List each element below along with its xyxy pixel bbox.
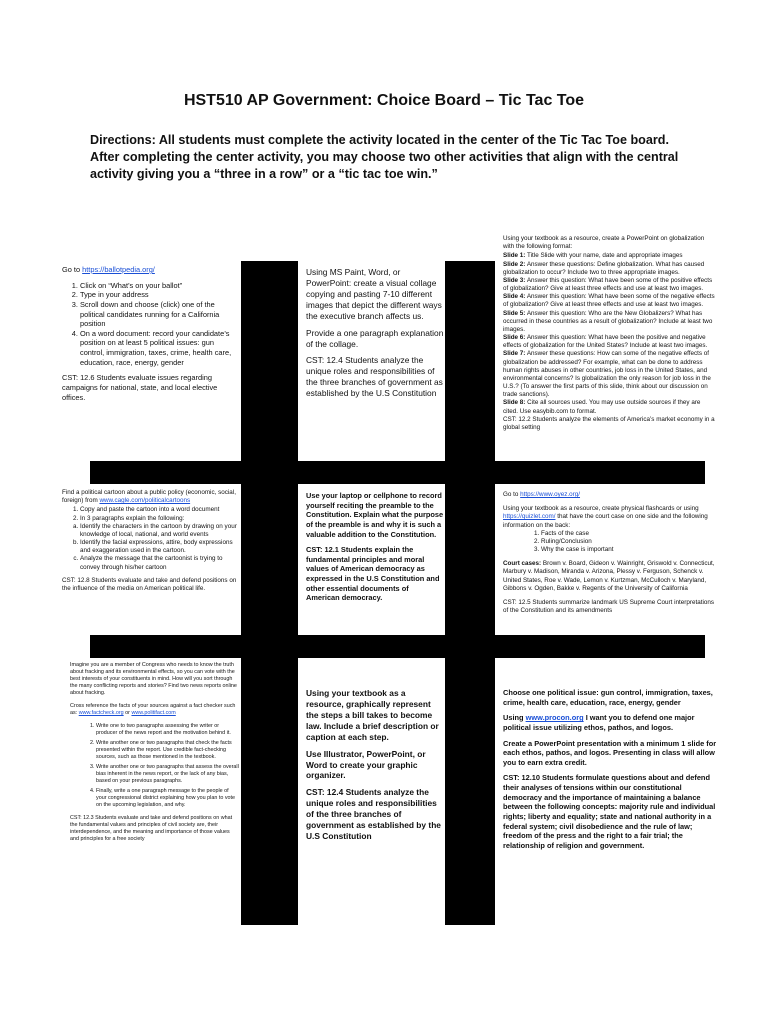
cell-ballotpedia [62, 265, 240, 459]
court-cases: Brown v. Board, Gideon v. Wainright, Griswold v. Connecticut, Marbury v. Madison, Miranda v. Arizona, Plessy v. Ferguson, Schenck v. United States, Roe v. Wade, Lemon v. Kurtzman, McCulloch v. Maryland, Gibbons v. Ogden, Bakke v. Regents of the University of California [503, 560, 715, 592]
activity-text: Using your textbook as a resource, graphically represent the steps a bill takes to become law. Include a brief description or caption at each step. [306, 688, 439, 742]
list-item: 4. On a word document: record your candidate’s position on at least 5 political issues: gun control, immigration, taxes, crime, health care, education, race, energy, gender [80, 329, 240, 368]
slide-item: Slide 8: Cite all sources used. You may use outside sources if they are cited. Use easybib.com to format. [503, 399, 701, 415]
slide-item: Slide 3: Answer this question: What have been some of the positive effects of globalization? Give at least three effects and use at least two images. [503, 276, 713, 293]
activity-text: Use your laptop or cellphone to record yourself reciting the preamble to the Constitution. Explain what the purpose of the preamble is and why it is such a valuable addition to the Constitution. [306, 491, 444, 539]
list-item: 2. Type in your address [80, 290, 240, 300]
slide-item: Slide 1: Title Slide with your name, date and appropriate images [503, 252, 683, 260]
using-label: Using [503, 713, 524, 723]
procon-link[interactable]: www.procon.org [525, 713, 584, 723]
activity-text: Using your textbook as a resource, create physical flashcards or using [503, 505, 699, 513]
politifact-link[interactable]: www.politifact.com [131, 710, 176, 717]
cst-standard: CST: 12.10 Students formulate questions about and defend their analyses of tensions within our constitutional democracy and the importance of maintaining a balance between the following concepts: majority rule and individual rights; liberty and equality; state and national authority in a federal system; civil disobedience and the rule of law; freedom of the press and the right to a fair trial; the relationship of religion and government. [503, 773, 716, 850]
activity-intro: Find a political cartoon about a public policy (economic, social, foreign) from [62, 489, 236, 505]
list-item: 2. Ruling/Conclusion [541, 538, 717, 546]
activity-text: Cross reference the facts of your sources against a fact checker such as: [70, 703, 236, 717]
cst-standard: CST: 12.5 Students summarize landmark US Supreme Court interpretations of the Constitution and its amendments [503, 598, 715, 615]
horizontal-bar-bottom [90, 635, 705, 658]
list-item: 1. Click on “What’s on your ballot” [80, 281, 240, 291]
slide-item: Slide 6: Answer this question: What have been the positive and negative effects of globalization for the United States? Include at least two images. [503, 334, 708, 350]
directions-text: All students must complete the activity located in the center of the Tic Tac Toe board. After completing the center activity, you may choose two other activities that align with the central activity giving you a “three in a row” or a “tic tac toe win.” [90, 133, 679, 181]
cst-standard: CST: 12.3 Students evaluate and take and defend positions on what the fundamental values and principles of civil society are, their interdependence, and the meaning and importance of those values and principles for a free society [70, 815, 233, 843]
directions [90, 132, 690, 183]
activity-intro: Imagine you are a member of Congress who needs to know the truth about fracking and its environmental effects, so you can vote with the best interests of your constituents in mind. How will you sort through the many conflicting reports and stories? Find two news reports online about fracking. [70, 662, 237, 697]
quizlet-link[interactable]: https://quizlet.com/ [503, 513, 556, 521]
slide-item: Slide 7: Answer these questions: How can some of the negative effects of globalization be addressed? For example, what can be done to address human rights abuses in other countries, job loss in the United States, and environmental concerns? Is globalization the only reason for job loss in the U.S.? (To answer the first parts of this slide, think about our discussion on trade sanctions). [503, 350, 711, 399]
go-to-label: Go to [62, 265, 81, 274]
cell-globalization-powerpoint [503, 235, 717, 459]
page-title: HST510 AP Government: Choice Board – Tic Tac Toe [183, 92, 585, 109]
ballotpedia-link[interactable]: https://ballotpedia.org/ [82, 265, 155, 274]
slide-item: Slide 4: Answer this question: What have been some of the negative effects of globalization? Give at least three effects and use at least two images. [503, 293, 715, 309]
list-item: b. Identify the facial expressions, attire, body expressions and exaggeration used in the cartoon. [80, 539, 240, 555]
horizontal-bar-top [90, 461, 705, 484]
or-text: or [125, 710, 130, 717]
factcheck-link[interactable]: www.factcheck.org [78, 710, 124, 717]
activity-text: Create a PowerPoint presentation with a minimum 1 slide for each ethos, pathos, and logos. Presenting in class will allow you to earn extra credit. [503, 738, 717, 767]
court-cases-label: Court cases: [503, 560, 542, 568]
cell-supreme-court-flashcards [503, 491, 717, 633]
cell-political-cartoon [62, 489, 240, 633]
list-item: 1. Write one to two paragraphs assessing the writer or producer of the news report and the motivation behind it. [96, 723, 240, 737]
activity-text: that have the court case on one side and the following information on the back: [503, 513, 708, 529]
list-item: 2. In 3 paragraphs explain the following: [80, 515, 240, 523]
list-item: 1. Facts of the case [541, 530, 717, 538]
list-item: 2. Write another one or two paragraphs that check the facts presented within the report. Use credible fact-checking sources, such as those mentioned in the textbook. [96, 740, 240, 761]
cagle-link[interactable]: www.cagle.com/politicalcartoons [99, 497, 191, 505]
cell-political-issue-defense [503, 688, 717, 922]
slide-item: Slide 2: Answer these questions: Define globalization. What has caused globalization to occur? Include two to three appropriate images. [503, 260, 705, 276]
activity-text: I want you to defend one major political issue utilizing ethos, pathos, and logos. [503, 713, 695, 732]
list-item: a. Identify the characters in the cartoon by drawing on your knowledge of local, national, and world events [80, 523, 240, 539]
activity-text: Provide a one paragraph explanation of the collage. [306, 327, 444, 349]
go-to-label: Go to [503, 491, 519, 498]
list-item: 3. Scroll down and choose (click) one of the political candidates running for a California position [80, 300, 240, 329]
activity-intro: Using your textbook as a resource, create a PowerPoint on globalization with the following format: [503, 235, 705, 251]
cell-preamble-recording [306, 491, 444, 633]
list-item: 4. Finally, write a one paragraph message to the people of your congressional district explaining how you plan to vote on the upcoming legislation, and why. [96, 788, 240, 809]
cst-standard: CST: 12.4 Students analyze the unique roles and responsibilities of the three branches of government as established by the U.S Constitution [306, 355, 443, 399]
cell-bill-to-law [306, 688, 444, 922]
list-item: 3. Write another one or two paragraphs that assess the overall bias inherent in the news report, or the lack of any bias, based on your previous paragraphs. [96, 764, 240, 785]
activity-text: Using MS Paint, Word, or PowerPoint: create a visual collage copying and pasting 7-10 different images that depict the different ways the executive branch affects us. [306, 267, 442, 321]
oyez-link[interactable]: https://www.oyez.org/ [520, 491, 581, 498]
vertical-bar-right [445, 261, 495, 925]
directions-label: Directions: [90, 133, 156, 147]
list-item: c. Analyze the message that the cartoonist is trying to convey through his/her cartoon [80, 555, 240, 571]
cell-executive-collage [306, 267, 444, 459]
list-item: 3. Why the case is important [541, 546, 717, 554]
slide-item: Slide 5: Answer this question: Who are the New Globalizers? What has occurred in these countries as a result of globalization? Include at least two images. [503, 309, 713, 333]
tic-tac-toe-board [52, 225, 720, 925]
cell-fracking-fact-check [70, 662, 240, 922]
cst-standard: CST: 12.2 Students analyze the elements of America’s market economy in a global setting [503, 415, 715, 431]
activity-text: Choose one political issue: gun control, immigration, taxes, crime, health care, education, race, energy, gender [503, 688, 713, 707]
activity-text: Use Illustrator, PowerPoint, or Word to create your graphic organizer. [306, 748, 426, 781]
list-item: 1. Copy and paste the cartoon into a word document [80, 506, 240, 514]
cst-standard: CST: 12.8 Students evaluate and take and defend positions on the influence of the media on American political life. [62, 576, 237, 592]
vertical-bar-left [241, 261, 298, 925]
cst-standard: CST: 12.6 Students evaluate issues regarding campaigns for national, state, and local elective offices. [62, 373, 218, 402]
cst-standard: CST: 12.1 Students explain the fundamental principles and moral values of American democracy as expressed in the U.S Constitution and other essential documents of American democracy. [306, 545, 440, 603]
cst-standard: CST: 12.4 Students analyze the unique roles and responsibilities of the three branches of government as established by the U.S Constitution [306, 787, 441, 842]
